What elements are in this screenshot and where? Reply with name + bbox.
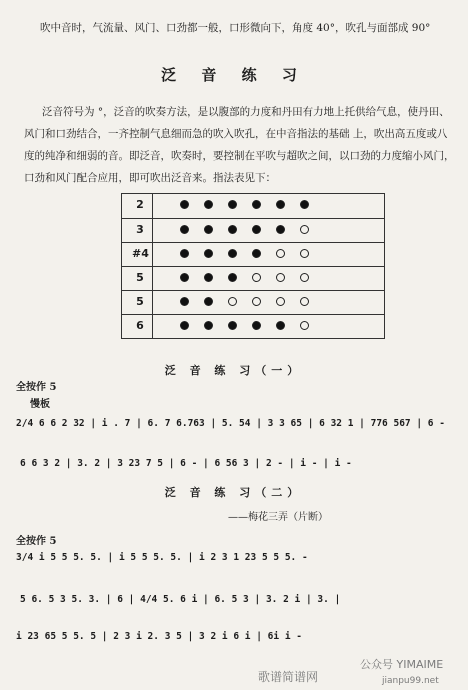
exercise2-title: 泛 音 练 习（二） — [164, 486, 304, 499]
closed-hole-icon — [180, 200, 189, 209]
closed-hole-icon — [276, 225, 285, 234]
open-hole-icon — [300, 273, 309, 282]
closed-hole-icon — [204, 249, 213, 258]
closed-hole-icon — [204, 225, 213, 234]
fingering-row — [122, 266, 384, 289]
fingering-row — [122, 242, 384, 265]
closed-hole-icon — [252, 200, 261, 209]
exercise1-key: 全按作 5 — [16, 382, 57, 393]
closed-hole-icon — [228, 225, 237, 234]
watermark-right-text: 公众号 YIMAIME — [360, 658, 444, 671]
closed-hole-icon — [204, 321, 213, 330]
closed-hole-icon — [204, 273, 213, 282]
watermark-left-text: 歌谱简谱网 — [258, 670, 319, 684]
closed-hole-icon — [204, 200, 213, 209]
exercise1-line2: 6 6 3 2 | 3. 2 | 3 23 7 5 | 6 - | 6 56 3 | 2 - | i - | i - — [20, 458, 352, 469]
closed-hole-icon — [180, 273, 189, 282]
intro-line: 吹中音时，气流量、风门、口劲都一般，口形微向下，角度 40°，吹孔与面部成 90° — [40, 22, 431, 34]
closed-hole-icon — [180, 225, 189, 234]
fingering-note-label: 5 — [136, 295, 144, 308]
fingering-note-label: 3 — [136, 223, 144, 236]
closed-hole-icon — [180, 249, 189, 258]
paragraph-line-4: 口劲和风门配合应用，即可吹出泛音来。指法表见下： — [24, 172, 276, 184]
exercise2-line2: 5 6. 5 3 5. 3. | 6 | 4/4 5. 6 i | 6. 5 3 | 3. 2 i | 3. | — [20, 594, 341, 605]
closed-hole-icon — [228, 273, 237, 282]
open-hole-icon — [300, 297, 309, 306]
exercise1-title: 泛 音 练 习（一） — [164, 364, 304, 377]
open-hole-icon — [300, 321, 309, 330]
exercise2-subtitle: ——梅花三弄（片断） — [228, 512, 328, 523]
closed-hole-icon — [276, 200, 285, 209]
exercise2-line1: 3/4 i 5 5 5. 5. | i 5 5 5. 5. | i 2 3 1 23 5 5 5. - — [16, 552, 308, 563]
exercise1-line1: 2/4 6 6 2 32 | i . 7 | 6. 7 6.763 | 5. 54 | 3 3 65 | 6 32 1 | 776 567 | 6 - — [16, 418, 445, 429]
fingering-note-label: 5 — [136, 271, 144, 284]
section-title: 泛 音 练 习 — [161, 66, 307, 84]
paragraph-line-3: 度的纯净和细弱的音。即泛音，吹奏时，要控制在平吹与超吹之间，以口劲的力度缩小风门， — [24, 150, 455, 162]
closed-hole-icon — [252, 225, 261, 234]
open-hole-icon — [300, 225, 309, 234]
open-hole-icon — [300, 249, 309, 258]
open-hole-icon — [228, 297, 237, 306]
fingering-row — [122, 218, 384, 241]
exercise2-key: 全按作 5 — [16, 536, 57, 547]
closed-hole-icon — [252, 249, 261, 258]
fingering-note-label: #4 — [132, 247, 149, 260]
closed-hole-icon — [228, 321, 237, 330]
open-hole-icon — [276, 297, 285, 306]
closed-hole-icon — [228, 200, 237, 209]
closed-hole-icon — [180, 321, 189, 330]
paragraph-line-1: 泛音符号为 °，泛音的吹奏方法，是以腹部的力度和丹田有力地上托供给气息，使丹田、 — [42, 106, 450, 118]
fingering-note-label: 2 — [136, 198, 144, 211]
open-hole-icon — [252, 297, 261, 306]
exercise2-line3: i 23 65 5 5. 5 | 2 3 i 2. 3 5 | 3 2 i 6 i | 6i i - — [16, 631, 302, 642]
closed-hole-icon — [276, 321, 285, 330]
fingering-table — [121, 193, 385, 339]
fingering-row — [122, 194, 384, 216]
fingering-row — [122, 314, 384, 337]
closed-hole-icon — [204, 297, 213, 306]
closed-hole-icon — [252, 321, 261, 330]
closed-hole-icon — [300, 200, 309, 209]
paragraph-line-2: 风门和口劲结合，一齐控制气息细而急的吹入吹孔，在中音指法的基础 上，吹出高五度或八 — [24, 128, 448, 140]
fingering-row — [122, 290, 384, 313]
closed-hole-icon — [228, 249, 237, 258]
open-hole-icon — [252, 273, 261, 282]
closed-hole-icon — [180, 297, 189, 306]
open-hole-icon — [276, 249, 285, 258]
watermark-domain: jianpu99.net — [382, 676, 439, 686]
exercise1-tempo: 慢板 — [30, 399, 50, 410]
open-hole-icon — [276, 273, 285, 282]
fingering-note-label: 6 — [136, 319, 144, 332]
